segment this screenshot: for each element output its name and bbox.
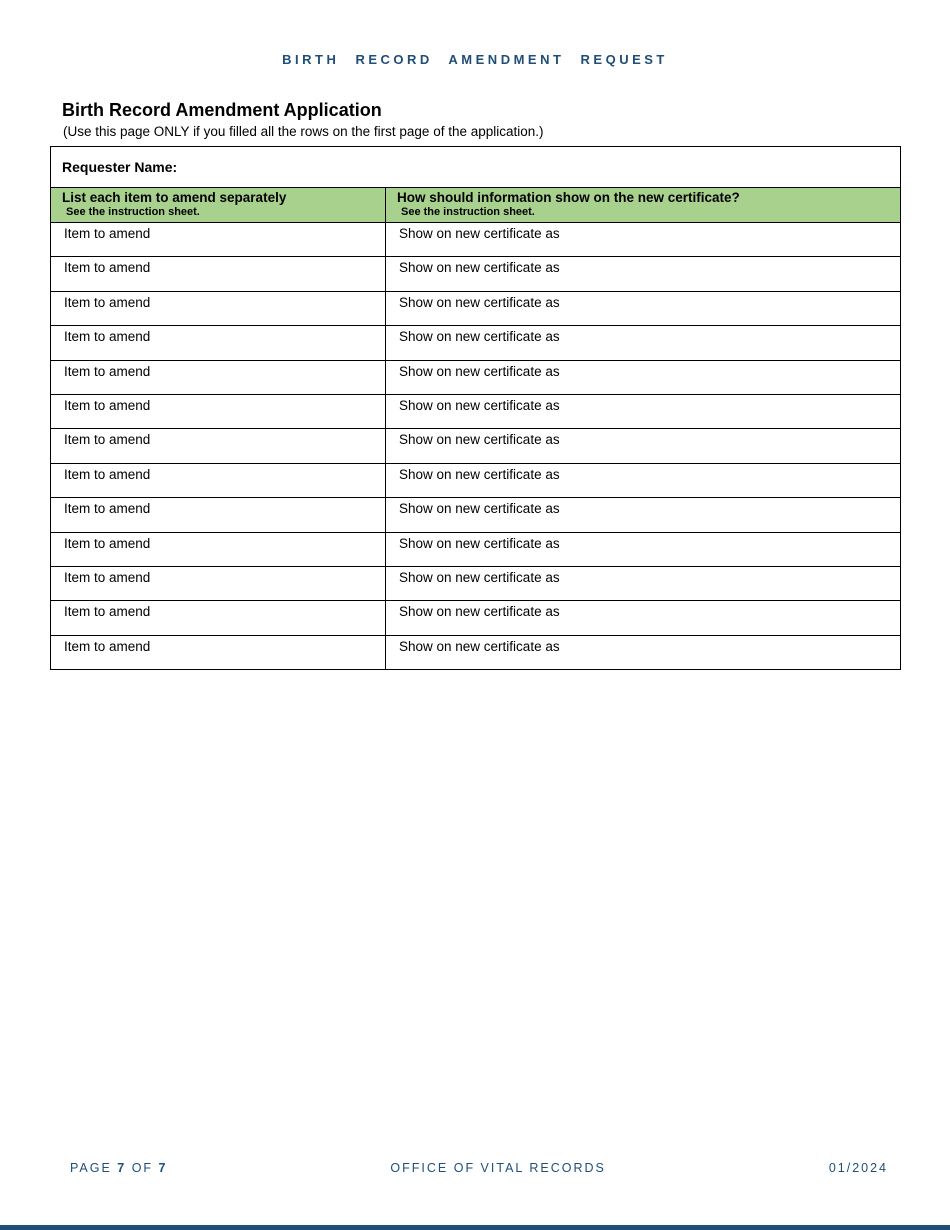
table-row bbox=[51, 429, 901, 463]
column-header-show bbox=[386, 188, 901, 223]
show-on-certificate-cell: Show on new certificate as bbox=[386, 394, 901, 428]
table-row bbox=[51, 326, 901, 360]
table-row bbox=[51, 257, 901, 291]
page-subtitle: (Use this page ONLY if you filled all the rows on the first page of the application.) bbox=[63, 124, 544, 139]
table-row bbox=[51, 291, 901, 325]
table-row bbox=[51, 532, 901, 566]
show-on-certificate-cell: Show on new certificate as bbox=[386, 429, 901, 463]
amendment-table-body bbox=[51, 147, 901, 670]
show-on-certificate-cell: Show on new certificate as bbox=[386, 532, 901, 566]
item-to-amend-cell: Item to amend bbox=[51, 326, 386, 360]
footer-date: 01/2024 bbox=[828, 1161, 888, 1175]
footer-page-number: 7 bbox=[117, 1161, 127, 1175]
column-header-row bbox=[51, 188, 901, 223]
footer-page-total: 7 bbox=[158, 1161, 168, 1175]
table-row bbox=[51, 223, 901, 257]
table-row bbox=[51, 360, 901, 394]
show-on-certificate-cell: Show on new certificate as bbox=[386, 326, 901, 360]
item-to-amend-cell: Item to amend bbox=[51, 566, 386, 600]
footer-page-label: PAGE bbox=[70, 1161, 118, 1175]
item-to-amend-cell: Item to amend bbox=[51, 257, 386, 291]
show-on-certificate-cell: Show on new certificate as bbox=[386, 498, 901, 532]
item-to-amend-cell: Item to amend bbox=[51, 429, 386, 463]
show-on-certificate-cell: Show on new certificate as bbox=[386, 360, 901, 394]
table-row bbox=[51, 394, 901, 428]
show-on-certificate-cell: Show on new certificate as bbox=[386, 635, 901, 669]
document-running-header: BIRTH RECORD AMENDMENT REQUEST bbox=[282, 52, 668, 67]
table-row bbox=[51, 498, 901, 532]
footer-office-label: OFFICE OF VITAL RECORDS bbox=[390, 1161, 606, 1175]
show-on-certificate-cell: Show on new certificate as bbox=[386, 257, 901, 291]
requester-row bbox=[51, 147, 901, 188]
show-on-certificate-cell: Show on new certificate as bbox=[386, 291, 901, 325]
column-header-item-sublabel: See the instruction sheet. bbox=[66, 206, 200, 218]
column-header-item-label: List each item to amend separately bbox=[62, 190, 287, 205]
table-row bbox=[51, 566, 901, 600]
item-to-amend-cell: Item to amend bbox=[51, 223, 386, 257]
item-to-amend-cell: Item to amend bbox=[51, 635, 386, 669]
show-on-certificate-cell: Show on new certificate as bbox=[386, 566, 901, 600]
item-to-amend-cell: Item to amend bbox=[51, 532, 386, 566]
amendment-table bbox=[50, 146, 901, 670]
page-title: Birth Record Amendment Application bbox=[62, 100, 382, 120]
item-to-amend-cell: Item to amend bbox=[51, 601, 386, 635]
page-footer bbox=[0, 1161, 950, 1175]
item-to-amend-cell: Item to amend bbox=[51, 291, 386, 325]
column-header-show-sublabel: See the instruction sheet. bbox=[401, 206, 535, 218]
table-row bbox=[51, 601, 901, 635]
item-to-amend-cell: Item to amend bbox=[51, 463, 386, 497]
table-row bbox=[51, 463, 901, 497]
table-row bbox=[51, 635, 901, 669]
item-to-amend-cell: Item to amend bbox=[51, 360, 386, 394]
footer-page-indicator bbox=[70, 1161, 168, 1175]
show-on-certificate-cell: Show on new certificate as bbox=[386, 223, 901, 257]
bottom-accent-bar bbox=[0, 1225, 950, 1230]
item-to-amend-cell: Item to amend bbox=[51, 394, 386, 428]
footer-of-label: OF bbox=[126, 1161, 159, 1175]
column-header-item bbox=[51, 188, 386, 223]
show-on-certificate-cell: Show on new certificate as bbox=[386, 463, 901, 497]
show-on-certificate-cell: Show on new certificate as bbox=[386, 601, 901, 635]
requester-name-field: Requester Name: bbox=[51, 147, 901, 188]
column-header-show-label: How should information show on the new certificate? bbox=[397, 190, 740, 205]
item-to-amend-cell: Item to amend bbox=[51, 498, 386, 532]
